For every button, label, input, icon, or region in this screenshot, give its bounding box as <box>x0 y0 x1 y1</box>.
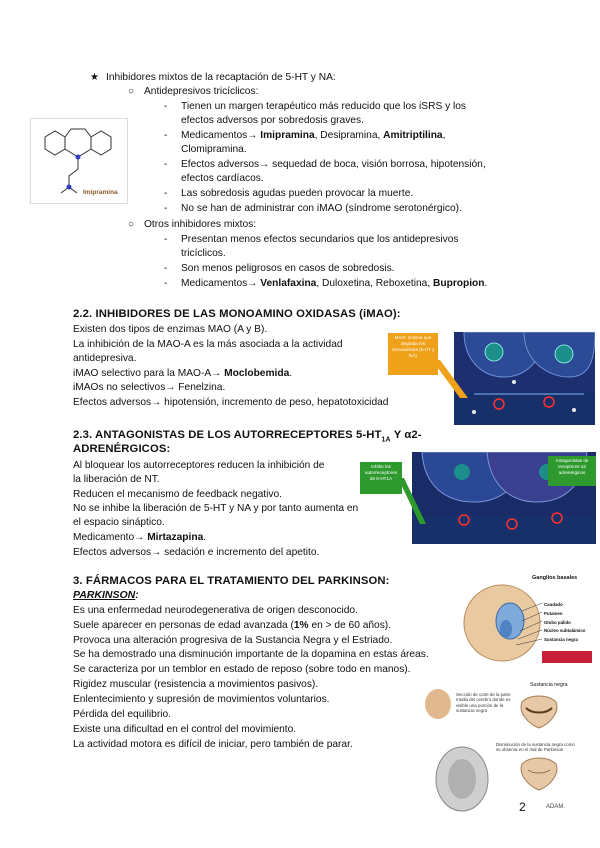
section-2-3-heading: 2.3. ANTAGONISTAS DE LOS AUTORRECEPTORES $5-HT_{1A}$ Y α2- <box>73 429 422 444</box>
sn-caption-2: Disminución de la sustancia negra como se observa en el mal de Parkinson <box>496 742 575 753</box>
antag-line-5: el espacio sináptico. <box>73 517 165 528</box>
antag-line-2: la liberación de NT. <box>73 474 160 485</box>
other-heading: Otros inhibidores mixtos: <box>144 219 257 230</box>
parkinson-line-10: La actividad motora es difícil de iniciar, pero también de parar. <box>73 739 353 750</box>
mao-callout: MAO: enzima que degrada los monoaminas (5-HT y NA) <box>388 333 438 375</box>
section-2-2-heading: 2.2. INHIBIDORES DE LAS MONOAMINO OXIDASAS (iMAO): <box>73 308 401 320</box>
molecule-label: Imipramina <box>83 189 118 196</box>
dash-bullet: - <box>164 159 168 170</box>
other-bullet-1-line-1: Presentan menos efectos secundarios que los antidepresivos <box>181 234 459 245</box>
mao-synapse-drawing <box>454 332 595 425</box>
star-bullet-icon: ★ <box>90 72 99 83</box>
antag-line-1: Al bloquear los autorreceptores reducen la inhibición de <box>73 460 325 471</box>
autoreceptor-callout: Inhibe los autorreceptores de 5-HT1A <box>360 462 402 494</box>
dash-bullet: - <box>164 188 168 199</box>
parkinson-subheading: PARKINSON: <box>73 589 139 601</box>
parkinson-line-2: Suele aparecer en personas de edad avanzada (1% en > de 60 años). <box>73 620 392 631</box>
dash-bullet: - <box>164 203 168 214</box>
dash-bullet: - <box>164 130 168 141</box>
autoreceptor-callout-arrow <box>398 478 428 528</box>
imao-line-2: La inhibición de la MAO-A es la más asociada a la actividad <box>73 339 343 350</box>
tca-bullet-3-line-2: efectos cardíacos. <box>181 173 264 184</box>
page-number: 2 <box>519 800 526 814</box>
ganglia-label-globo-palido: Globo pálido <box>544 619 571 625</box>
adam-credit: ADAM. <box>546 804 566 810</box>
other-bullet-1-line-2: tricíclicos. <box>181 248 226 259</box>
parkinson-line-8: Pérdida del equilibrio. <box>73 709 171 720</box>
ganglia-title: Ganglios basales <box>532 575 578 581</box>
alpha2-callout: Antagonistas de receptores α2 adrenérgicos <box>548 456 596 486</box>
sn-caption-1: Sección de corte de la parte media del cerebro donde es visible una porción de la sustancia negra <box>456 692 511 714</box>
imao-line-1: Existen dos tipos de enzimas MAO (A y B). <box>73 324 268 335</box>
tca-bullet-1-line-1: Tienen un margen terapéutico más reducido que los iSRS y los <box>181 101 467 112</box>
sn-title: Sustancia negra <box>530 682 568 688</box>
circle-bullet-icon: ○ <box>128 86 135 97</box>
antag-line-3: Reducen el mecanismo de feedback negativo. <box>73 489 282 500</box>
ganglia-label-sustancia-negra: Sustancia negra <box>544 637 578 643</box>
parkinson-line-6: Rigidez muscular (resistencia a movimientos pasivos). <box>73 679 319 690</box>
parkinson-line-7: Enlentecimiento y supresión de movimientos voluntarios. <box>73 694 330 705</box>
ganglia-label-nucleo-subtalamico: Núcleo subtalámico <box>544 628 586 634</box>
substantia-nigra-figure <box>422 682 596 814</box>
parkinson-line-3: Provoca una alteración progresiva de la Sustancia Negra y el Estriado. <box>73 635 393 646</box>
tca-bullet-5: No se han de administrar con iMAO (síndrome serotonérgico). <box>181 203 462 214</box>
parkinson-line-5: Se caracteriza por un temblor en estado de reposo (sobre todo en manos). <box>73 664 411 675</box>
parkinson-line-9: Existe una dificultad en el control del movimiento. <box>73 724 297 735</box>
ganglia-labels <box>544 601 585 645</box>
tca-bullet-3-line-1: Efectos adversos→ sequedad de boca, visión borrosa, hipotensión, <box>181 159 486 170</box>
imao-line-4: iMAO selectivo para la MAO-A→ Moclobemida. <box>73 368 293 379</box>
dash-bullet: - <box>164 234 168 245</box>
star-item: Inhibidores mixtos de la recaptación de 5-HT y NA: <box>106 72 336 83</box>
antag-line-6: Medicamento→ Mirtazapina. <box>73 532 207 543</box>
imao-line-5: iMAOs no selectivos→ Fenelzina. <box>73 382 226 393</box>
dash-bullet: - <box>164 101 168 112</box>
tca-bullet-2-line-2: Clomipramina. <box>181 144 247 155</box>
tca-bullet-2: Medicamentos→ Imipramina, Desipramina, Amitriptilina, <box>181 130 446 141</box>
mao-synapse-figure <box>454 332 595 425</box>
tca-bullet-4: Las sobredosis agudas pueden provocar la muerte. <box>181 188 414 199</box>
mao-callout-arrow <box>430 360 470 400</box>
brain-section-drawing <box>462 581 542 665</box>
parkinson-line-1: Es una enfermedad neurodegenerativa de origen desconocido. <box>73 605 358 616</box>
ganglia-label-putamen: Putamen <box>544 610 563 616</box>
basal-ganglia-figure <box>462 575 596 667</box>
other-bullet-2: Son menos peligrosos en casos de sobredosis. <box>181 263 395 274</box>
dash-bullet: - <box>164 263 168 274</box>
source-logo <box>542 651 592 663</box>
circle-bullet-icon: ○ <box>128 219 135 230</box>
antag-line-4: No se inhibe la liberación de 5-HT y NA y por tanto aumenta en <box>73 503 359 514</box>
parkinson-line-4: Se ha demostrado una disminución importante de la dopamina en estas áreas. <box>73 649 429 660</box>
tca-bullet-1-line-2: efectos adversos por sobredosis graves. <box>181 115 364 126</box>
section-3-heading: 3. FÁRMACOS PARA EL TRATAMIENTO DEL PARKINSON: <box>73 575 390 587</box>
section-2-3-heading-line-2: ADRENÉRGICOS: <box>73 443 171 455</box>
antag-line-7: Efectos adversos→ sedación e incremento del apetito. <box>73 547 320 558</box>
imao-line-3: antidepresiva. <box>73 353 137 364</box>
other-bullet-3: Medicamentos→ Venlafaxina, Duloxetina, Reboxetina, Bupropion. <box>181 278 488 289</box>
imao-line-6: Efectos adversos→ hipotensión, incremento de peso, hepatotoxicidad <box>73 397 389 408</box>
tca-heading: Antidepresivos tricíclicos: <box>144 86 259 97</box>
ganglia-label-caudado: Caudado <box>544 602 563 607</box>
dash-bullet: - <box>164 278 168 289</box>
imipramine-structure-figure <box>30 118 128 204</box>
